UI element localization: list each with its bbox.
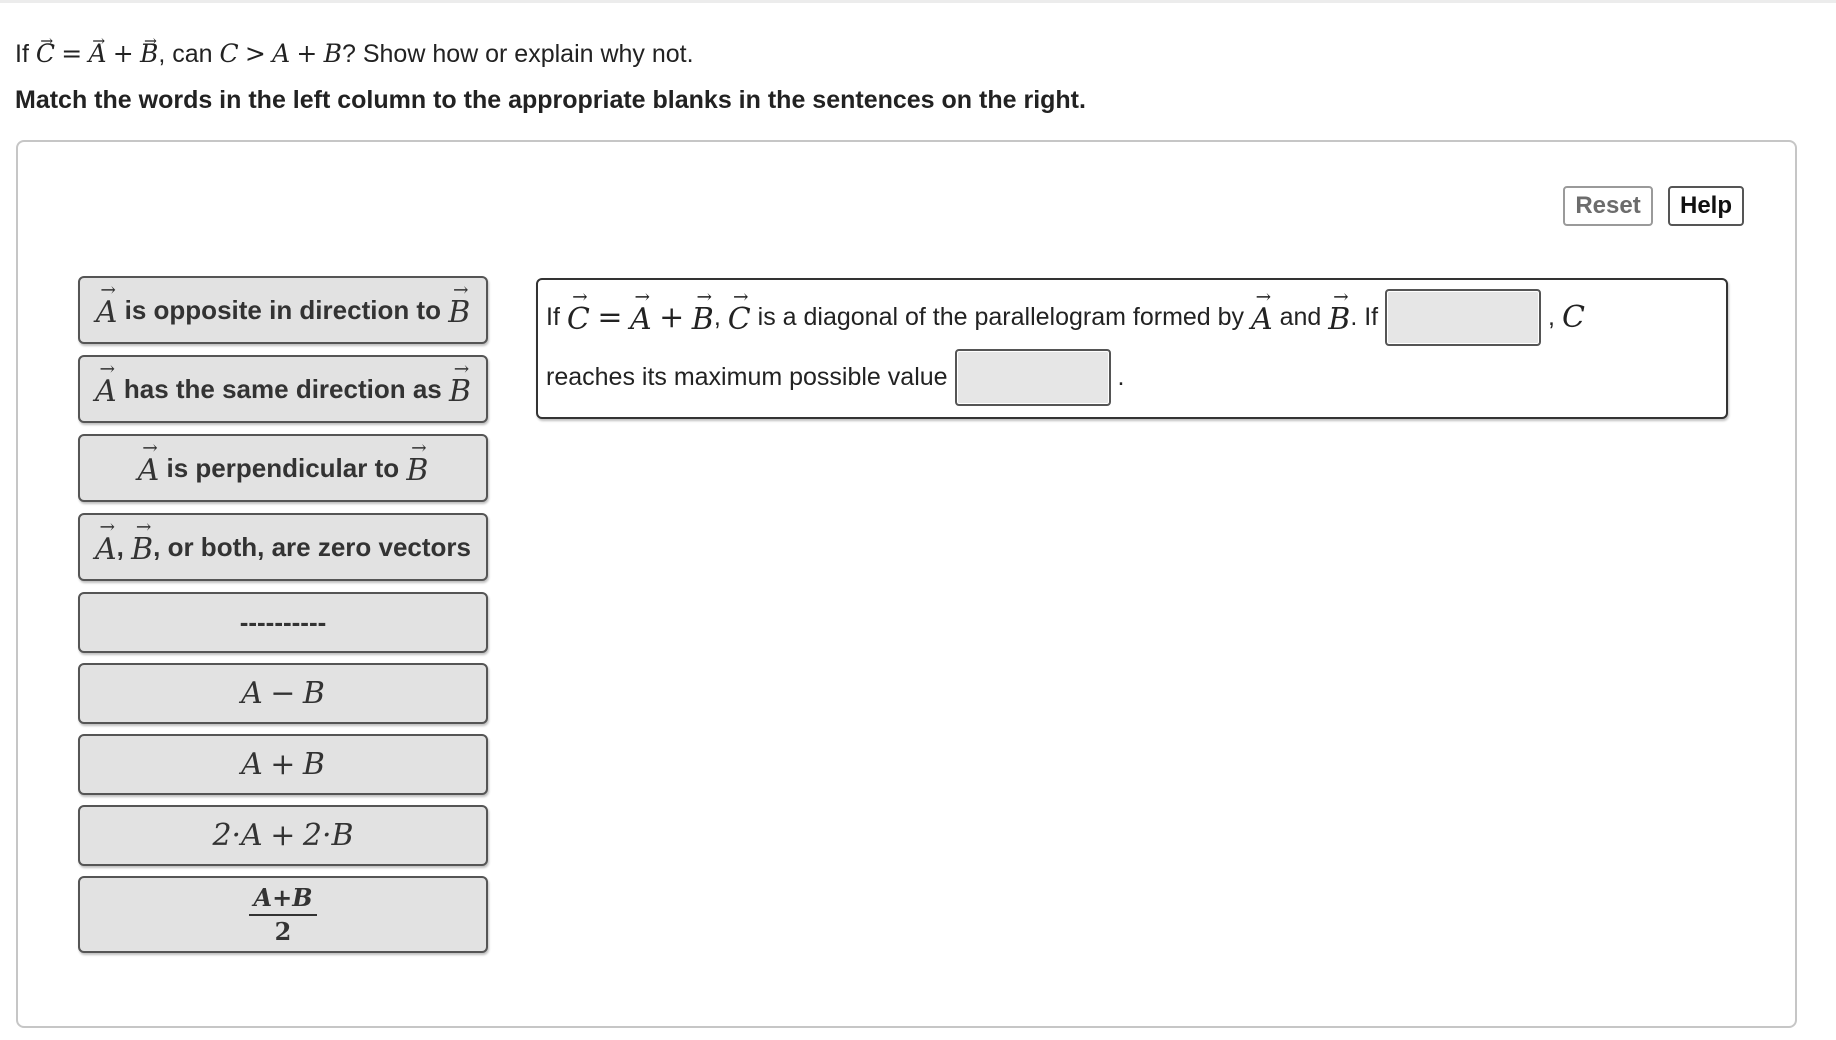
fraction xyxy=(249,883,316,946)
choice-text: is perpendicular to xyxy=(159,452,407,483)
sentence-and: and xyxy=(1279,302,1322,331)
vector-b: → B xyxy=(449,370,471,409)
choice-text: , or both, are zero vectors xyxy=(153,531,472,562)
question-if: If xyxy=(15,40,29,68)
vector-a: → A xyxy=(630,298,652,337)
plus-sign: + xyxy=(112,39,134,68)
matching-panel xyxy=(16,140,1797,1028)
sentence-if: If xyxy=(546,302,560,331)
vector-b: → B xyxy=(140,30,158,74)
choice-dashes[interactable] xyxy=(78,592,488,653)
scalar-b: B xyxy=(302,747,325,782)
comma: , xyxy=(1548,302,1555,331)
choice-2a-plus-2b[interactable] xyxy=(78,805,488,866)
top-divider xyxy=(0,0,1836,3)
plus-sign: + xyxy=(270,818,296,853)
vector-a: → A xyxy=(95,370,117,409)
choice-text: is opposite in direction to xyxy=(117,294,449,325)
vector-c: → C xyxy=(728,298,751,337)
scalar-a: A xyxy=(241,747,263,782)
sentence-period: . xyxy=(1117,362,1125,391)
greater-than-sign: > xyxy=(244,39,266,68)
vector-c: → C xyxy=(36,30,55,74)
vector-b: → B xyxy=(692,298,714,337)
vector-b: → B xyxy=(1328,298,1350,337)
sentence-middle: is a diagonal of the parallelogram formed by xyxy=(757,302,1245,331)
vector-a: → A xyxy=(95,528,117,567)
equals-sign: = xyxy=(61,39,83,68)
choice-a-minus-b[interactable] xyxy=(78,663,488,724)
drop-blank-1[interactable] xyxy=(1385,289,1541,346)
scalar-a: A xyxy=(272,39,291,68)
vector-b: → B xyxy=(448,291,470,330)
drop-blank-2[interactable] xyxy=(955,349,1111,406)
sentence-line-2-text: reaches its maximum possible value xyxy=(546,362,948,391)
plus-sign: + xyxy=(659,299,685,335)
choice-opposite-direction[interactable] xyxy=(78,276,488,344)
sentence-box xyxy=(536,278,1728,419)
vector-a: → A xyxy=(96,291,118,330)
instruction: Match the words in the left column to the appropriate blanks in the sentences on the right. xyxy=(15,86,1086,114)
minus-sign: − xyxy=(270,676,296,711)
choice-average[interactable] xyxy=(78,876,488,953)
term-2b: 2·B xyxy=(302,818,354,853)
choice-text: ---------- xyxy=(239,607,327,637)
scalar-b: B xyxy=(302,676,325,711)
vector-c: → C xyxy=(567,298,590,337)
vector-a: → A xyxy=(88,30,106,74)
plus-sign-2: + xyxy=(296,39,318,68)
vector-a: → A xyxy=(1251,298,1273,337)
comma: , xyxy=(713,302,721,331)
plus-sign: + xyxy=(270,747,296,782)
question-text xyxy=(15,30,694,74)
sentence-line-2 xyxy=(546,348,1124,406)
question-can: , can xyxy=(158,40,213,68)
choice-perpendicular[interactable] xyxy=(78,434,488,502)
vector-b: → B xyxy=(131,528,153,567)
choice-a-plus-b[interactable] xyxy=(78,734,488,795)
vector-a: → A xyxy=(138,449,160,488)
choice-zero-vectors[interactable] xyxy=(78,513,488,581)
reset-button[interactable]: Reset xyxy=(1563,186,1653,226)
vector-b: → B xyxy=(406,449,428,488)
scalar-b: B xyxy=(323,39,342,68)
equals-sign: = xyxy=(597,299,623,335)
help-button[interactable]: Help xyxy=(1668,186,1744,226)
choice-separator: , xyxy=(116,531,132,562)
choice-text: has the same direction as xyxy=(116,373,449,404)
sentence-line-1 xyxy=(546,288,1585,346)
question-suffix: ? Show how or explain why not. xyxy=(341,40,694,68)
fraction-numerator: A+B xyxy=(249,885,316,915)
scalar-c: C xyxy=(219,39,239,68)
scalar-c: C xyxy=(1561,299,1585,335)
choice-same-direction[interactable] xyxy=(78,355,488,423)
fraction-denominator: 2 xyxy=(274,916,292,946)
sentence-if-2: . If xyxy=(1350,302,1379,331)
term-2a: 2·A xyxy=(212,818,263,853)
scalar-a: A xyxy=(241,676,263,711)
